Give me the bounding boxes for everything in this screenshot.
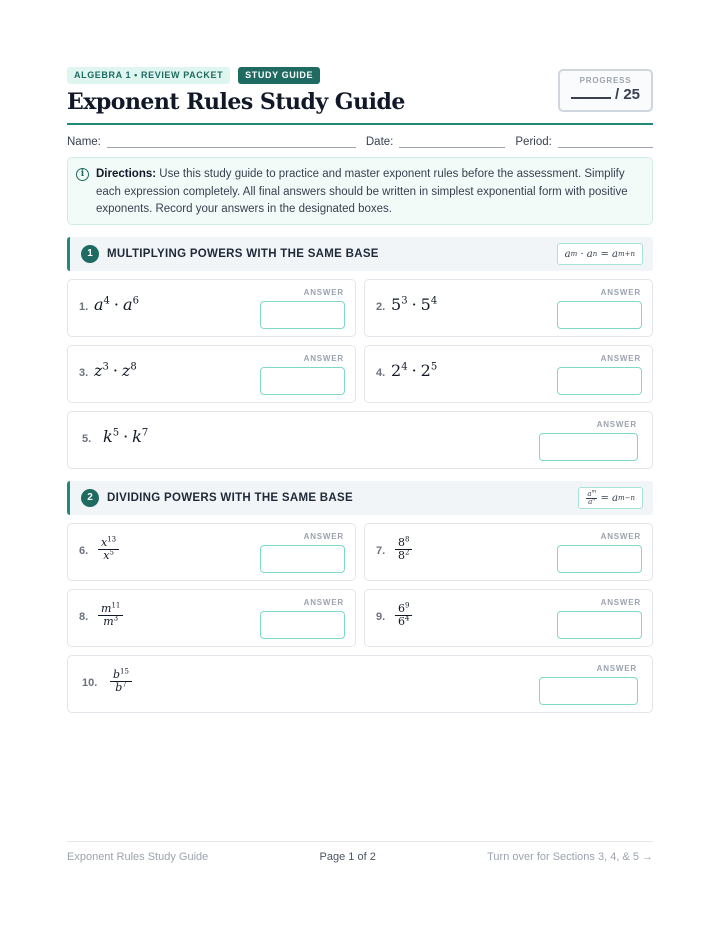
- problem-number: 6.: [79, 545, 89, 557]
- problem-card: [364, 345, 653, 403]
- header-divider: [67, 123, 653, 125]
- problem-card: [67, 411, 653, 469]
- problem-expression: $k^5 \cdot k^7$: [103, 427, 149, 446]
- section-1-problems: [67, 279, 653, 469]
- directions-box: [67, 157, 653, 225]
- problem-number: 10.: [82, 677, 98, 689]
- answer-input[interactable]: [260, 545, 345, 573]
- period-field[interactable]: [558, 136, 653, 148]
- answer-label: ANSWER: [596, 420, 637, 429]
- problem-number: 8.: [79, 611, 89, 623]
- answer-label: ANSWER: [600, 532, 641, 541]
- section-number: 2: [81, 489, 99, 507]
- header: [67, 67, 653, 123]
- problem-fraction: $\frac{b^{15}}{b^7}$: [110, 669, 132, 694]
- answer-label: ANSWER: [596, 664, 637, 673]
- info-icon: i: [76, 168, 89, 181]
- problem-card: [67, 279, 356, 337]
- section-2-problems: [67, 523, 653, 713]
- directions-lead: Directions:: [96, 168, 157, 180]
- answer-input[interactable]: [260, 301, 345, 329]
- problem-card: [67, 345, 356, 403]
- section-number: 1: [81, 245, 99, 263]
- name-field[interactable]: [107, 136, 356, 148]
- problem-number: 9.: [376, 611, 386, 623]
- directions-text: Use this study guide to practice and master exponent rules before the assessment. Simplify each expression completely. All final answers should be written in simplest exponential form with positive exponents. Record your answers in the designated boxes.: [96, 168, 628, 215]
- answer-label: ANSWER: [303, 288, 344, 297]
- answer-input[interactable]: [557, 301, 642, 329]
- footer-title: Exponent Rules Study Guide: [67, 851, 209, 863]
- problem-card: [364, 589, 653, 647]
- problem-card: [364, 523, 653, 581]
- problem-card: [67, 589, 356, 647]
- answer-input[interactable]: [539, 433, 638, 461]
- problem-card: [67, 655, 653, 713]
- answer-label: ANSWER: [600, 598, 641, 607]
- date-label: Date:: [365, 136, 394, 148]
- page-footer: [67, 841, 653, 863]
- student-info-row: [67, 134, 653, 148]
- type-badge: STUDY GUIDE: [238, 67, 320, 84]
- problem-fraction: $\frac{x^{13}}{x^5}$: [98, 537, 119, 562]
- section-2-header: [67, 481, 653, 515]
- problem-fraction: $\frac{6^9}{6^4}$: [395, 603, 412, 628]
- progress-label: PROGRESS: [579, 76, 632, 85]
- problem-expression: $a^4 \cdot a^6$: [94, 295, 139, 314]
- answer-label: ANSWER: [600, 288, 641, 297]
- problem-expression: $2^4 \cdot 2^5$: [391, 361, 438, 380]
- problem-number: 7.: [376, 545, 386, 557]
- quotient-rule-formula: $a^m$ $a^n$ = a m−n: [578, 487, 643, 509]
- problem-fraction: $\frac{m^{11}}{m^3}$: [98, 603, 123, 628]
- progress-box: [558, 69, 653, 112]
- worksheet-page: [67, 67, 653, 713]
- section-title: MULTIPLYING POWERS WITH THE SAME BASE: [107, 248, 379, 260]
- problem-number: 3.: [79, 367, 89, 379]
- date-field[interactable]: [399, 136, 505, 148]
- answer-input[interactable]: [260, 367, 345, 395]
- problem-number: 4.: [376, 367, 386, 379]
- problem-card: [67, 523, 356, 581]
- period-label: Period:: [515, 136, 552, 148]
- progress-score: [560, 86, 651, 103]
- problem-number: 1.: [79, 301, 89, 313]
- answer-input[interactable]: [260, 611, 345, 639]
- answer-input[interactable]: [557, 611, 642, 639]
- answer-input[interactable]: [539, 677, 638, 705]
- answer-label: ANSWER: [303, 532, 344, 541]
- product-rule-formula: a m · a n = a m+n: [557, 243, 643, 265]
- answer-label: ANSWER: [600, 354, 641, 363]
- footer-turn-over-note: Turn over for Sections 3, 4, & 5 →: [487, 851, 653, 863]
- progress-blank[interactable]: [571, 87, 611, 99]
- section-1-header: [67, 237, 653, 271]
- problem-expression: $5^3 \cdot 5^4$: [391, 295, 438, 314]
- problem-fraction: $\frac{8^8}{8^2}$: [395, 537, 412, 562]
- course-badge: ALGEBRA 1 • REVIEW PACKET: [67, 67, 230, 84]
- answer-input[interactable]: [557, 545, 642, 573]
- problem-card: [364, 279, 653, 337]
- section-title: DIVIDING POWERS WITH THE SAME BASE: [107, 492, 353, 504]
- page-title: Exponent Rules Study Guide: [67, 89, 405, 115]
- name-label: Name:: [67, 136, 101, 148]
- answer-label: ANSWER: [303, 354, 344, 363]
- answer-label: ANSWER: [303, 598, 344, 607]
- problem-number: 2.: [376, 301, 386, 313]
- progress-total: / 25: [614, 86, 641, 103]
- problem-expression: $z^3 \cdot z^8$: [94, 361, 137, 380]
- problem-number: 5.: [82, 433, 92, 445]
- page-number: Page 1 of 2: [319, 851, 376, 863]
- answer-input[interactable]: [557, 367, 642, 395]
